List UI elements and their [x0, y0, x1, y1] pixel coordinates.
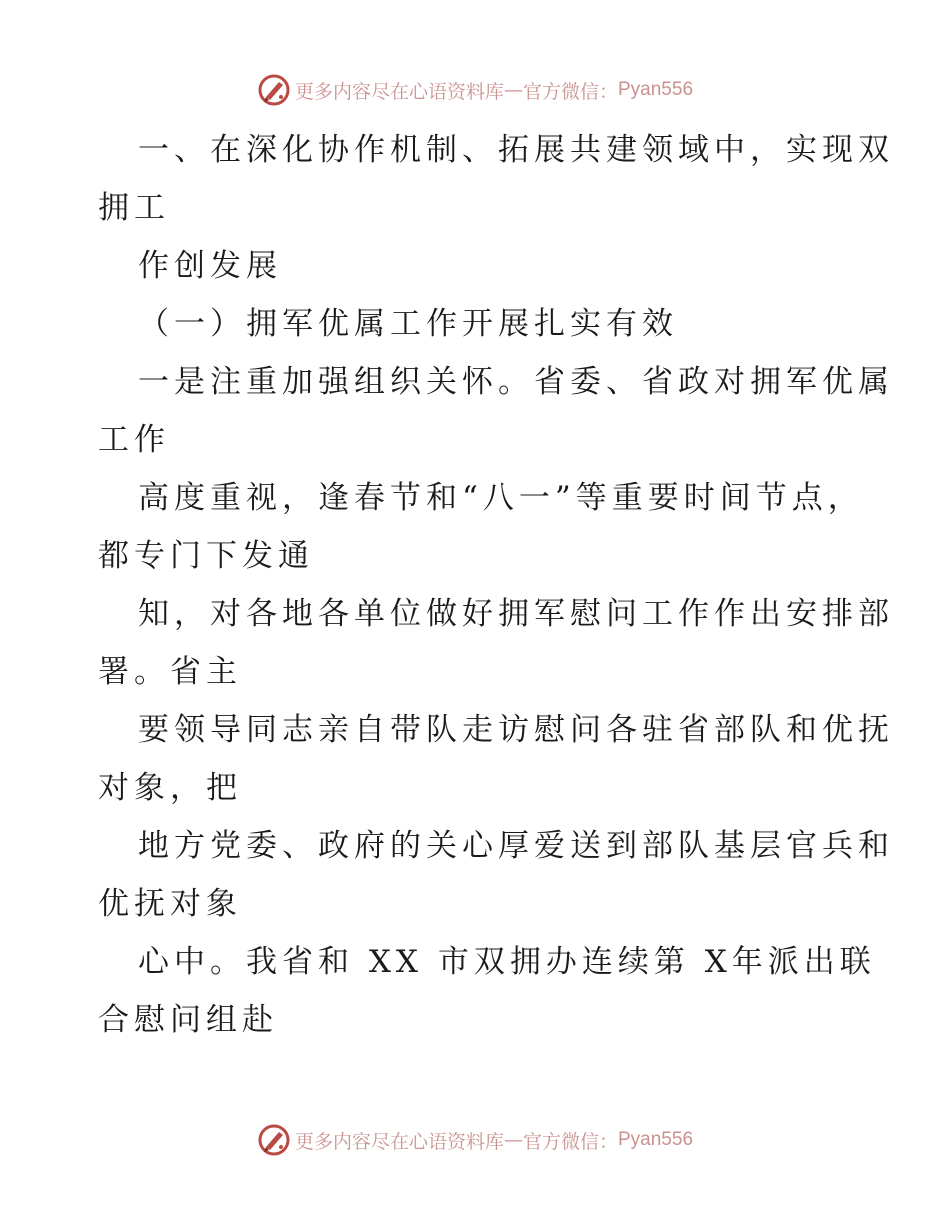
body-line: 一是注重加强组织关怀。省委、省政对拥军优属 — [138, 364, 894, 400]
body-line: 署。省主 — [98, 654, 242, 690]
footer-brand-text: 更多内容尽在心语资料库 — [294, 1130, 504, 1153]
footer-banner — [0, 1120, 950, 1160]
body-line: 都专门下发通 — [98, 538, 314, 574]
pen-logo-icon — [257, 1123, 291, 1157]
body-line: 合慰问组赴 — [98, 1002, 278, 1038]
body-line: 高度重视，逢春节和“八一”等重要时间节点， — [138, 480, 864, 516]
body-line: 优抚对象 — [98, 886, 242, 922]
header-banner — [0, 70, 950, 110]
body-line: 拥工 — [98, 190, 170, 226]
footer-wechat-label: 官方微信： — [522, 1130, 618, 1153]
section-heading: （一）拥军优属工作开展扎实有效 — [138, 306, 678, 342]
body-line: 工作 — [98, 422, 170, 458]
footer-wechat-id: Pyan556 — [618, 1129, 694, 1150]
header-brand-text: 更多内容尽在心语资料库 — [294, 80, 504, 103]
header-wechat-id: Pyan556 — [618, 79, 694, 100]
body-line: 心中。我省和 XX 市双拥办连续第 X年派出联 — [138, 944, 876, 980]
body-line: 要领导同志亲自带队走访慰问各驻省部队和优抚 — [138, 712, 894, 748]
body-line: 地方党委、政府的关心厚爱送到部队基层官兵和 — [138, 828, 894, 864]
body-line: 知，对各地各单位做好拥军慰问工作作出安排部 — [138, 596, 894, 632]
body-line: 对象，把 — [98, 770, 242, 806]
footer-separator: — — [503, 1129, 523, 1151]
body-line: 作创发展 — [138, 248, 282, 284]
pen-logo-icon — [257, 73, 291, 107]
body-line: 一、在深化协作机制、拓展共建领域中，实现双 — [138, 132, 894, 168]
header-separator: — — [503, 79, 523, 101]
header-wechat-label: 官方微信： — [522, 80, 618, 103]
